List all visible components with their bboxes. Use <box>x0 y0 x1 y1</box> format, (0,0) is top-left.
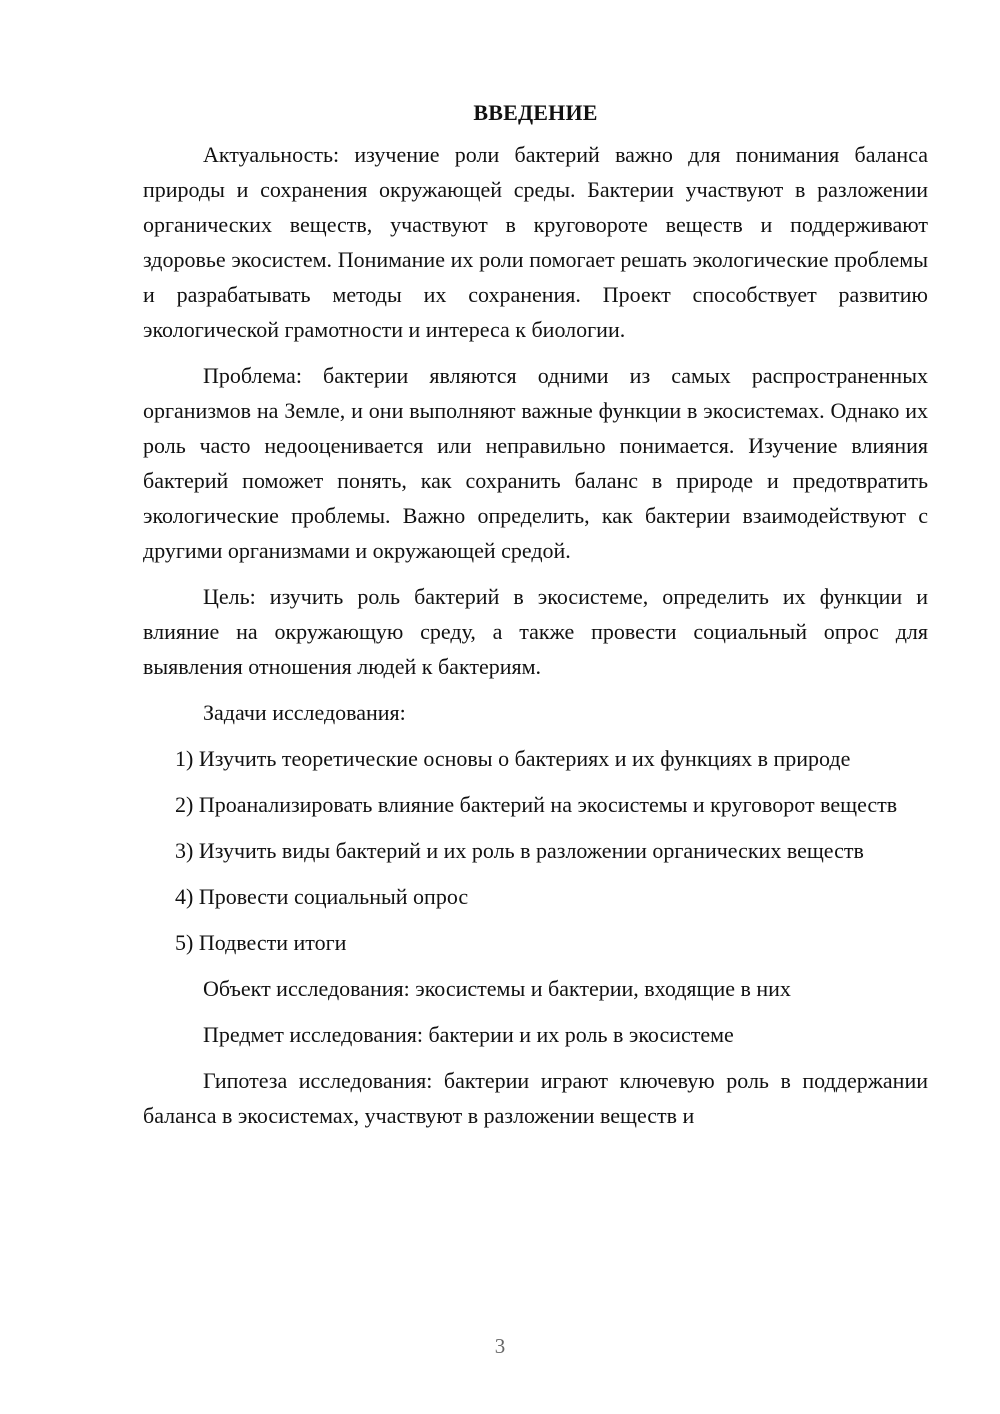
research-hypothesis: Гипотеза исследования: бактерии играют ключевую роль в поддержании баланса в экосистемах, участвуют в разложении веществ и <box>143 1068 928 1128</box>
relevance-paragraph: Актуальность: изучение роли бактерий важно для понимания баланса природы и сохранения окружающей среды. Бактерии участвуют в разложении органических веществ, участвуют в круговороте веществ и поддерживают здоровье экосистем. Понимание их роли помогает решать экологические проблемы и разрабатывать методы их сохранения. Проект способствует развитию экологической грамотности и интереса к биологии. <box>143 142 928 342</box>
document-body <box>143 95 928 1133</box>
problem-paragraph: Проблема: бактерии являются одними из самых распространенных организмов на Земле, и они выполняют важные функции в экосистемах. Однако их роль часто недооценивается или неправильно понимается. Изучение влияния бактерий поможет понять, как сохранить баланс в природе и предотвратить экологические проблемы. Важно определить, как бактерии взаимодействуют с другими организмами и окружающей средой. <box>143 363 928 563</box>
task-item-3: 3) Изучить виды бактерий и их роль в разложении органических веществ <box>175 838 864 863</box>
goal-paragraph: Цель: изучить роль бактерий в экосистеме, определить их функции и влияние на окружающую среду, а также провести социальный опрос для выявления отношения людей к бактериям. <box>143 584 928 679</box>
task-item-4: 4) Провести социальный опрос <box>175 884 469 909</box>
section-title: ВВЕДЕНИЕ <box>473 100 598 125</box>
page-number: 3 <box>494 1334 506 1358</box>
task-item-2: 2) Проанализировать влияние бактерий на экосистемы и круговорот веществ <box>175 792 898 817</box>
task-item-1: 1) Изучить теоретические основы о бактериях и их функциях в природе <box>175 746 851 771</box>
research-subject: Предмет исследования: бактерии и их роль в экосистеме <box>203 1022 734 1047</box>
research-object: Объект исследования: экосистемы и бактерии, входящие в них <box>203 976 791 1001</box>
task-item-5: 5) Подвести итоги <box>175 930 347 955</box>
tasks-heading: Задачи исследования: <box>203 700 406 725</box>
